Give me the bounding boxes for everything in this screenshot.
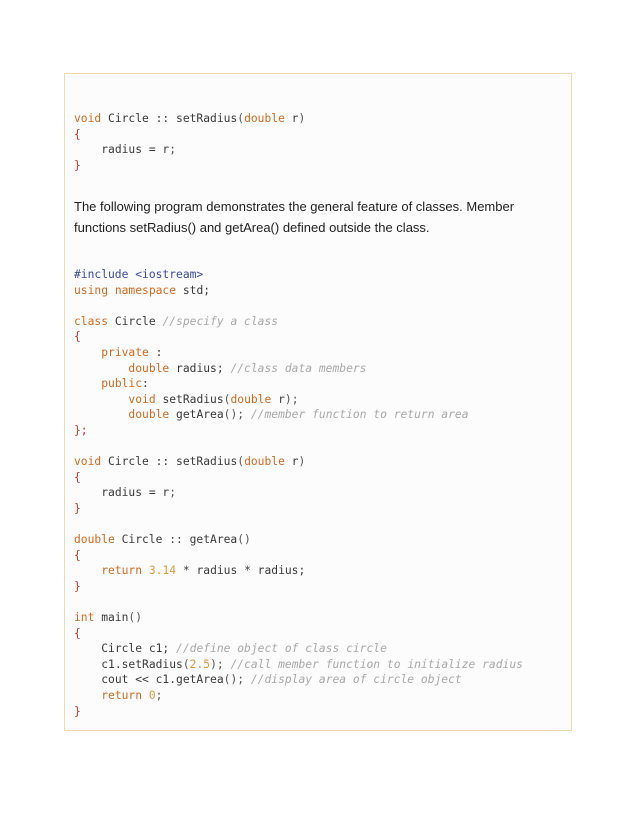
code-line xyxy=(74,611,142,624)
code-line: { xyxy=(74,127,81,141)
code-token: ; xyxy=(169,486,177,500)
code-token xyxy=(74,564,101,577)
code-line xyxy=(74,533,251,546)
code-comment: //call member function to initialize radius xyxy=(230,657,523,671)
code-token: c1.setRadius xyxy=(101,657,183,671)
code-number: 2.5 xyxy=(189,657,211,671)
code-line: }; xyxy=(74,423,88,437)
code-token: : xyxy=(142,377,149,391)
code-snippet-setradius xyxy=(74,111,305,173)
code-comment: //display area of circle object xyxy=(250,673,462,687)
code-line xyxy=(74,315,278,328)
code-token: ); xyxy=(284,392,299,406)
code-token xyxy=(74,377,101,390)
code-token: r xyxy=(271,392,285,406)
code-token xyxy=(108,284,115,297)
code-token xyxy=(142,564,149,577)
code-token: ( xyxy=(223,392,231,406)
code-line xyxy=(74,408,469,421)
code-token: return xyxy=(101,689,143,703)
code-comment: //member function to return area xyxy=(250,408,469,422)
code-token: radius; xyxy=(169,361,231,375)
code-token: ; xyxy=(169,143,177,157)
code-token xyxy=(74,673,101,686)
code-line xyxy=(74,486,176,499)
code-token xyxy=(74,408,128,421)
code-program xyxy=(74,267,523,719)
code-token xyxy=(74,642,101,655)
code-token xyxy=(74,143,101,156)
code-line xyxy=(74,377,149,390)
code-token: ( xyxy=(182,657,190,671)
code-token xyxy=(244,673,251,686)
code-token: Circle :: setRadius xyxy=(101,455,238,469)
code-token: ) xyxy=(298,455,306,469)
code-line xyxy=(74,284,210,297)
code-token: setRadius xyxy=(155,392,224,406)
code-token: ( xyxy=(237,455,245,469)
code-token: public xyxy=(101,377,143,391)
code-token: cout << c1.getArea xyxy=(101,673,224,687)
code-line xyxy=(74,455,305,468)
code-comment: //class data members xyxy=(230,361,367,375)
code-line: } xyxy=(74,704,81,718)
code-comment: //define object of class circle xyxy=(176,642,387,656)
code-line xyxy=(74,673,462,686)
code-token: radius = r xyxy=(101,143,170,157)
code-token: ); xyxy=(210,657,224,671)
code-line xyxy=(74,642,387,655)
code-token: using xyxy=(74,283,109,297)
code-line xyxy=(74,112,305,125)
code-token: main xyxy=(94,611,129,625)
code-token: Circle xyxy=(108,314,163,328)
code-token: radius = r xyxy=(101,486,170,500)
code-token: (); xyxy=(223,408,245,422)
code-token: getArea xyxy=(169,408,224,422)
code-line xyxy=(74,658,523,671)
code-token: r xyxy=(284,455,299,469)
code-line xyxy=(74,362,366,375)
code-token xyxy=(244,408,251,421)
code-token: Circle :: getArea xyxy=(114,533,238,547)
code-token xyxy=(74,486,101,499)
code-line: } xyxy=(74,579,81,593)
code-token: : xyxy=(148,345,163,359)
code-number: 0 xyxy=(148,689,156,703)
code-token: void xyxy=(74,112,102,125)
code-line: #include <iostream> xyxy=(74,268,204,281)
code-line: { xyxy=(74,470,81,484)
code-token: * radius * radius; xyxy=(176,564,306,578)
code-token xyxy=(74,362,128,375)
code-line: } xyxy=(74,501,81,515)
code-line: { xyxy=(74,626,81,640)
code-token: ) xyxy=(298,112,306,125)
code-number: 3.14 xyxy=(148,564,177,578)
code-token: double xyxy=(244,455,285,469)
code-token: int xyxy=(74,611,95,625)
description-line: The following program demonstrates the general feature of classes. Member xyxy=(74,199,515,214)
code-token xyxy=(74,393,128,406)
code-token: ( xyxy=(237,112,245,125)
code-token: std; xyxy=(176,283,211,297)
code-token: class xyxy=(74,314,109,328)
code-line: } xyxy=(74,158,81,172)
code-line xyxy=(74,393,299,406)
code-token: () xyxy=(237,533,251,547)
code-token xyxy=(74,346,101,359)
description-line: functions setRadius() and getArea() defined outside the class. xyxy=(74,220,430,235)
code-line xyxy=(74,689,162,702)
code-token xyxy=(74,689,101,702)
code-comment: //specify a class xyxy=(162,314,279,328)
code-line: { xyxy=(74,548,81,562)
code-token: private xyxy=(101,345,149,359)
code-token: void xyxy=(74,455,102,469)
code-token: ; xyxy=(155,689,163,703)
code-token: return xyxy=(101,564,143,578)
description-paragraph xyxy=(74,196,554,238)
code-token: double xyxy=(244,112,285,125)
code-token xyxy=(142,689,149,702)
code-token: void xyxy=(128,392,156,406)
code-token: double xyxy=(230,392,272,406)
code-line xyxy=(74,346,162,359)
code-token: Circle c1; xyxy=(101,642,177,656)
code-token: namespace xyxy=(114,283,177,297)
code-token: double xyxy=(128,408,170,422)
code-token xyxy=(74,658,101,671)
code-token: r xyxy=(284,112,299,125)
code-line xyxy=(74,143,176,156)
code-token: double xyxy=(74,533,115,547)
code-token: Circle :: setRadius xyxy=(101,112,238,125)
code-token: double xyxy=(128,361,170,375)
code-token: () xyxy=(128,611,143,625)
code-line: { xyxy=(74,330,81,344)
code-token: (); xyxy=(223,673,245,687)
code-line xyxy=(74,564,305,577)
